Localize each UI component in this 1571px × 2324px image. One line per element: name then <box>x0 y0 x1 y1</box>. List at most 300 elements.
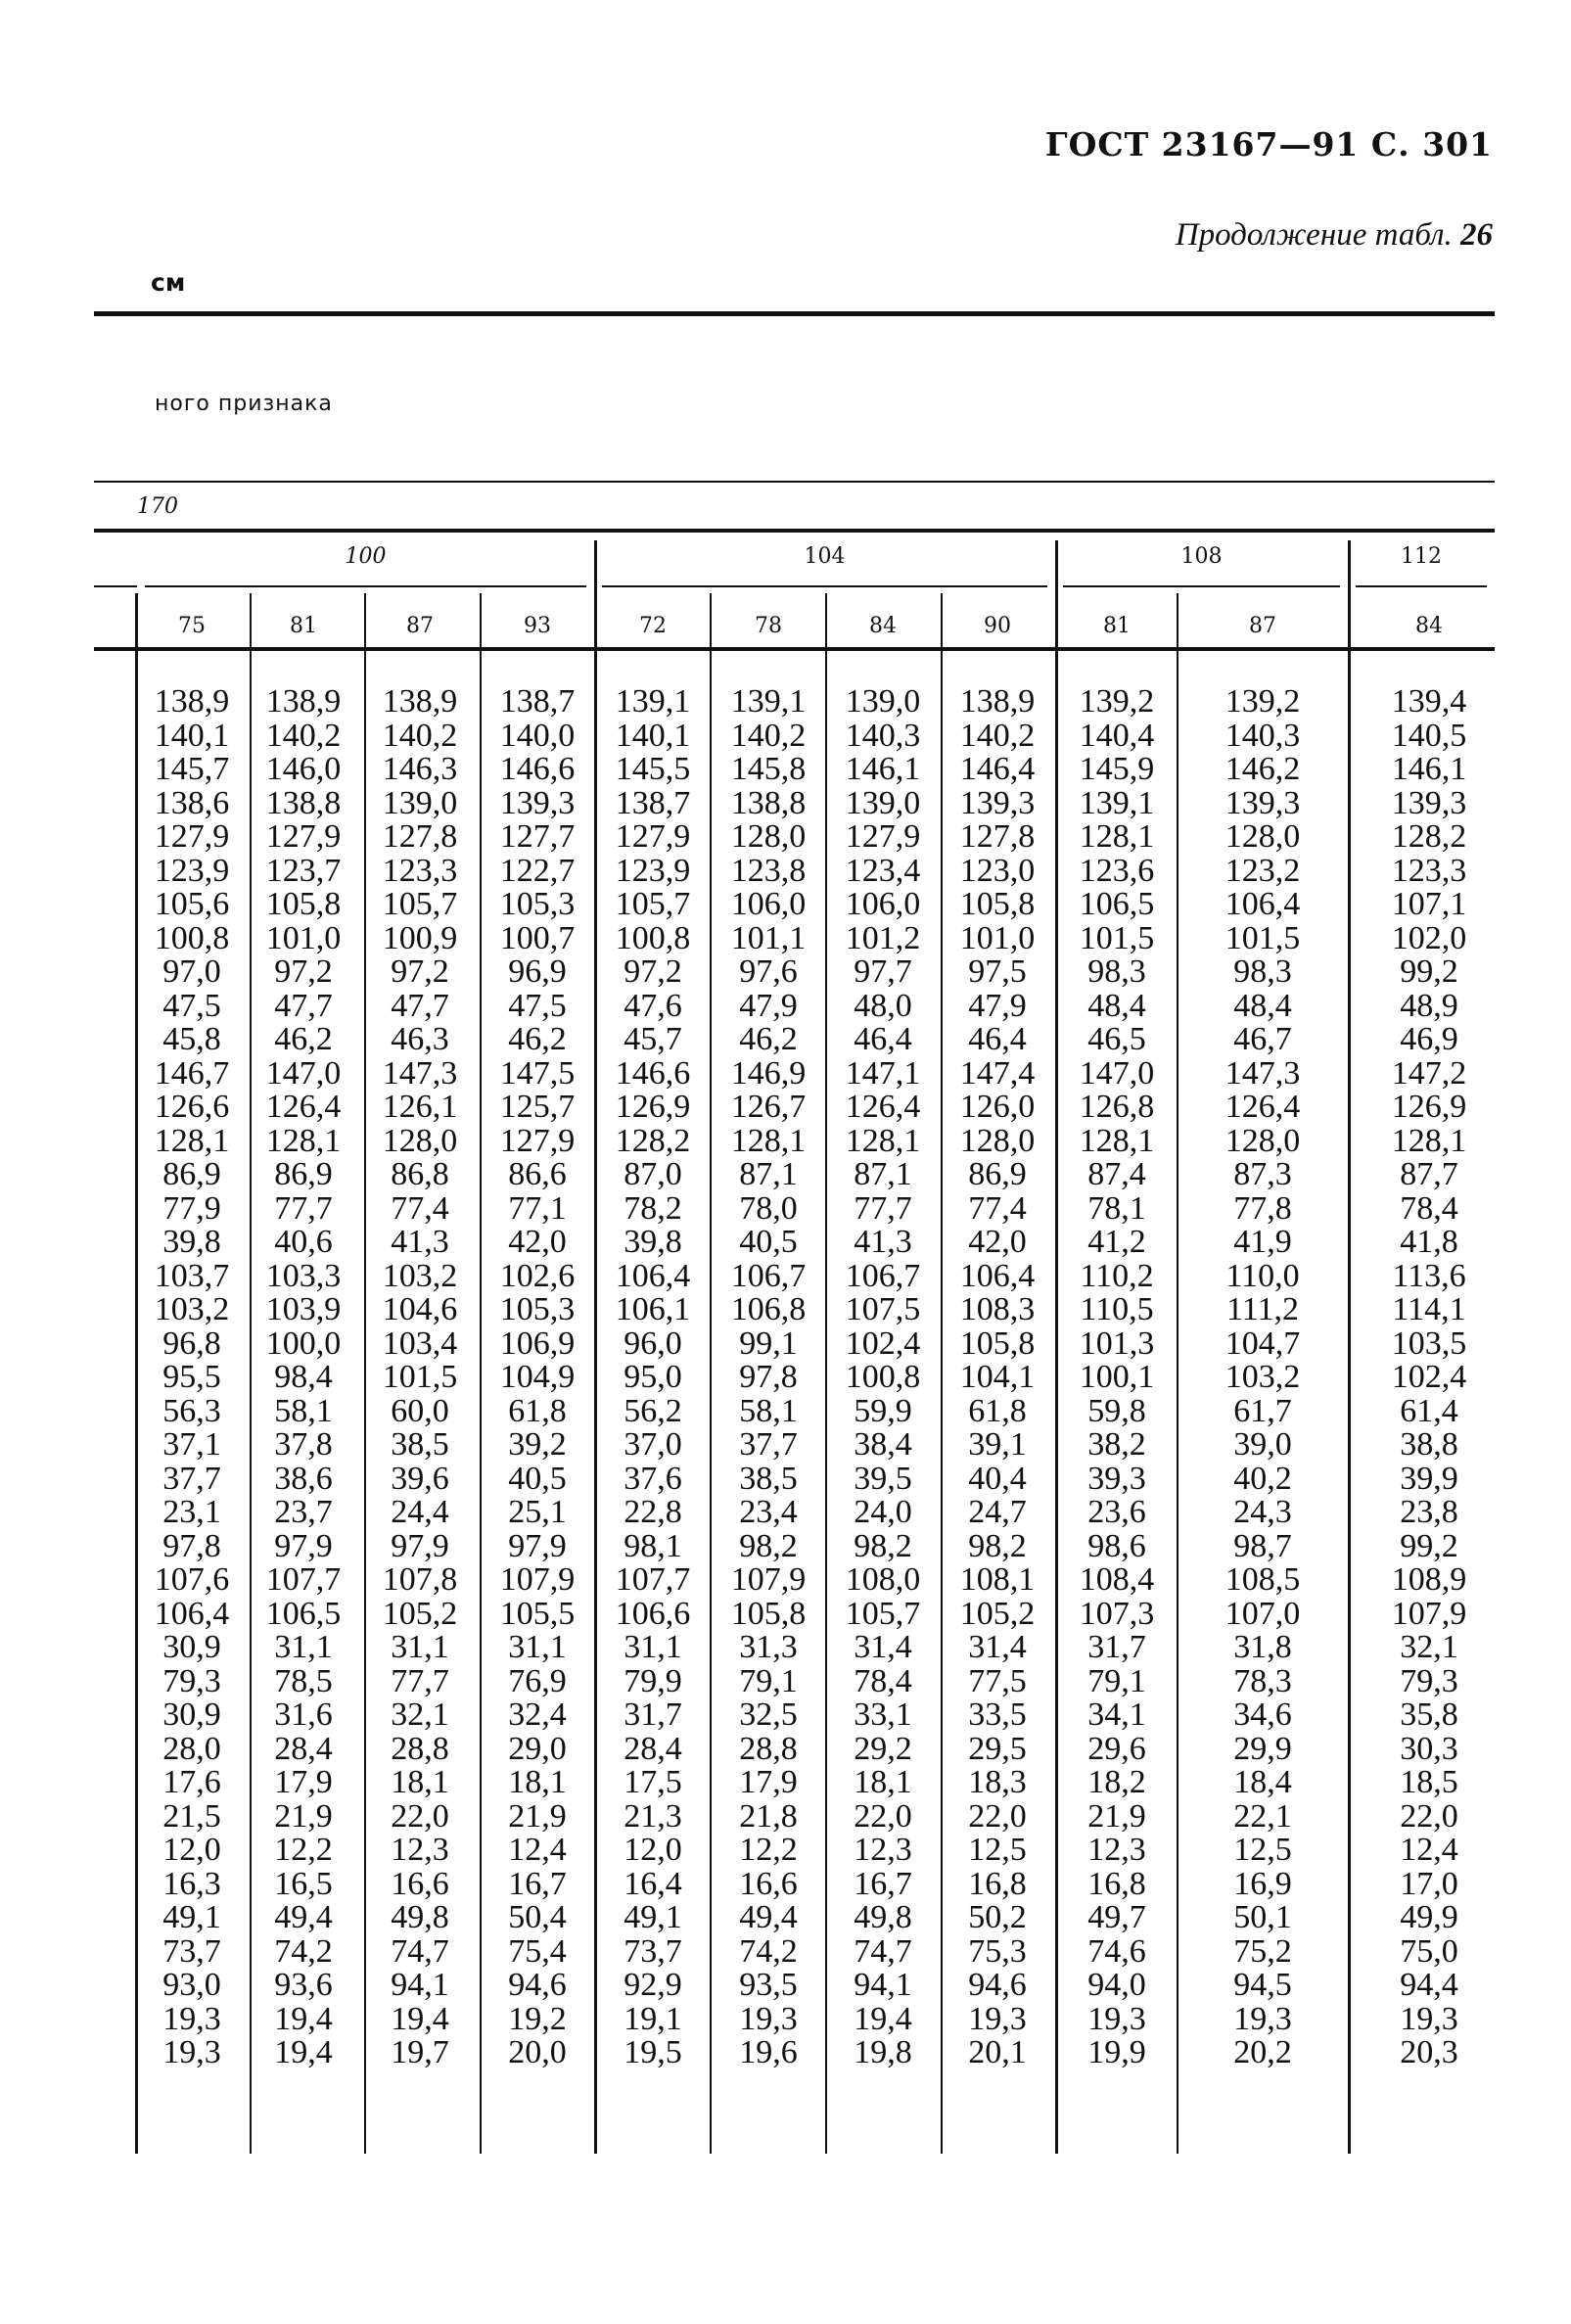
table-cell: 127,9 <box>615 818 691 855</box>
table-cell: 29,2 <box>854 1730 912 1767</box>
table-cell: 98,4 <box>274 1359 333 1395</box>
table-cell: 77,4 <box>391 1189 449 1227</box>
table-cell: 18,4 <box>1233 1764 1292 1800</box>
table-cell: 97,9 <box>391 1527 449 1564</box>
table-cell: 94,6 <box>508 1967 567 2003</box>
table-cell: 139,0 <box>845 683 921 720</box>
table-cell: 19,3 <box>1087 2000 1146 2037</box>
table-cell: 31,1 <box>274 1629 333 1665</box>
table-cell: 31,4 <box>968 1629 1027 1665</box>
table-cell: 37,6 <box>624 1460 682 1497</box>
table-cell: 138,8 <box>265 784 342 821</box>
table-cell: 123,8 <box>730 852 807 889</box>
table-cell: 46,2 <box>508 1021 567 1057</box>
table-cell: 104,1 <box>959 1359 1036 1395</box>
table-cell: 146,4 <box>959 751 1036 787</box>
table-cell: 19,3 <box>739 2000 798 2037</box>
table-cell: 146,7 <box>154 1054 230 1092</box>
table-cell: 108,5 <box>1224 1561 1301 1598</box>
table-cell: 24,4 <box>391 1494 449 1530</box>
table-cell: 45,8 <box>162 1021 221 1057</box>
table-cell: 98,2 <box>968 1527 1027 1564</box>
table-cell: 49,8 <box>391 1899 449 1935</box>
table-cell: 140,2 <box>382 717 458 754</box>
table-cell: 73,7 <box>624 1932 682 1970</box>
table-cell: 19,3 <box>1233 2000 1292 2037</box>
table-cell: 94,6 <box>968 1967 1027 2003</box>
table-cell: 78,2 <box>624 1189 682 1227</box>
table-cell: 12,5 <box>968 1832 1027 1868</box>
table-cell: 103,7 <box>154 1257 230 1294</box>
table-cell: 12,3 <box>391 1832 449 1868</box>
subgroup-header: 104 <box>804 544 846 569</box>
table-cell: 128,0 <box>959 1122 1036 1159</box>
table-cell: 140,2 <box>265 717 342 754</box>
table-cell: 139,0 <box>382 784 458 821</box>
table-cell: 105,8 <box>730 1595 807 1632</box>
table-cell: 110,5 <box>1080 1291 1154 1327</box>
table-cell: 106,9 <box>499 1325 576 1362</box>
table-cell: 108,0 <box>845 1561 921 1598</box>
table-cell: 146,1 <box>1391 751 1467 787</box>
table-cell: 25,1 <box>508 1494 567 1530</box>
table-cell: 87,7 <box>1400 1156 1458 1192</box>
table-cell: 37,0 <box>624 1426 682 1463</box>
table-cell: 18,5 <box>1400 1764 1458 1800</box>
table-cell: 107,7 <box>265 1561 342 1598</box>
table-cell: 12,2 <box>274 1832 333 1868</box>
table-cell: 41,3 <box>854 1224 912 1260</box>
table-cell: 41,3 <box>391 1224 449 1260</box>
column-header: 87 <box>406 614 434 638</box>
table-cell: 105,5 <box>499 1595 576 1632</box>
table-cell: 126,9 <box>1391 1089 1467 1125</box>
table-cell: 39,6 <box>391 1460 449 1497</box>
table-cell: 95,5 <box>162 1359 221 1395</box>
table-cell: 101,0 <box>959 919 1036 956</box>
table-cell: 32,5 <box>739 1697 798 1733</box>
table-cell: 103,4 <box>382 1325 458 1362</box>
table-cell: 22,0 <box>968 1797 1027 1835</box>
table-cell: 101,3 <box>1079 1325 1155 1362</box>
table-cell: 49,4 <box>274 1899 333 1935</box>
column-header: 81 <box>1103 614 1131 638</box>
table-cell: 106,4 <box>959 1257 1036 1294</box>
table-cell: 86,9 <box>162 1156 221 1192</box>
table-cell: 108,1 <box>959 1561 1036 1598</box>
table-cell: 147,4 <box>959 1054 1036 1092</box>
table-cell: 138,7 <box>615 784 691 821</box>
table-cell: 78,4 <box>854 1662 912 1699</box>
table-cell: 145,7 <box>154 751 230 787</box>
table-cell: 23,7 <box>274 1494 333 1530</box>
table-cell: 12,0 <box>624 1832 682 1868</box>
table-cell: 40,4 <box>968 1460 1027 1497</box>
table-cell: 139,1 <box>615 683 691 720</box>
table-cell: 103,3 <box>265 1257 342 1294</box>
table-cell: 147,2 <box>1391 1054 1467 1092</box>
table-cell: 138,9 <box>265 683 342 720</box>
table-cell: 21,3 <box>624 1797 682 1835</box>
table-cell: 24,0 <box>854 1494 912 1530</box>
table-cell: 19,2 <box>508 2000 567 2037</box>
table-cell: 59,8 <box>1087 1392 1146 1429</box>
table-cell: 103,9 <box>265 1291 342 1327</box>
table-cell: 140,2 <box>959 717 1036 754</box>
column-separator <box>1177 593 1178 2154</box>
table-cell: 58,1 <box>274 1392 333 1429</box>
table-cell: 139,4 <box>1391 683 1467 720</box>
table-cell: 105,2 <box>382 1595 458 1632</box>
table-cell: 75,2 <box>1233 1932 1292 1970</box>
table-cell: 107,9 <box>1391 1595 1467 1632</box>
table-cell: 47,9 <box>968 987 1027 1024</box>
table-cell: 101,5 <box>1224 919 1301 956</box>
table-cell: 126,4 <box>265 1089 342 1125</box>
table-cell: 31,7 <box>1087 1629 1146 1665</box>
table-cell: 48,0 <box>854 987 912 1024</box>
table-cell: 28,4 <box>274 1730 333 1767</box>
table-cell: 12,4 <box>508 1832 567 1868</box>
table-cell: 128,1 <box>265 1122 342 1159</box>
table-cell: 126,7 <box>730 1089 807 1125</box>
subgroup-rule <box>1063 585 1340 587</box>
table-cell: 21,5 <box>162 1797 221 1835</box>
table-cell: 108,4 <box>1079 1561 1155 1598</box>
table-cell: 97,7 <box>854 953 912 990</box>
table-cell: 128,1 <box>154 1122 230 1159</box>
table-cell: 16,6 <box>739 1865 798 1902</box>
table-cell: 103,2 <box>1224 1359 1301 1395</box>
table-cell: 38,5 <box>391 1426 449 1463</box>
table-cell: 20,0 <box>508 2034 567 2070</box>
table-cell: 146,0 <box>265 751 342 787</box>
table-cell: 122,7 <box>499 852 576 889</box>
table-cell: 23,6 <box>1087 1494 1146 1530</box>
table-cell: 94,1 <box>391 1967 449 2003</box>
table-cell: 29,5 <box>968 1730 1027 1767</box>
table-cell: 16,7 <box>508 1865 567 1902</box>
column-header: 78 <box>755 614 782 638</box>
table-cell: 38,5 <box>739 1460 798 1497</box>
table-cell: 104,7 <box>1224 1325 1301 1362</box>
table-cell: 99,1 <box>739 1325 798 1362</box>
table-cell: 19,4 <box>274 2000 333 2037</box>
column-header: 90 <box>984 614 1011 638</box>
table-cell: 21,8 <box>739 1797 798 1835</box>
table-cell: 46,2 <box>739 1021 798 1057</box>
table-cell: 87,1 <box>739 1156 798 1192</box>
table-cell: 29,9 <box>1233 1730 1292 1767</box>
table-cell: 106,7 <box>845 1257 921 1294</box>
table-cell: 146,6 <box>499 751 576 787</box>
table-cell: 97,2 <box>274 953 333 990</box>
table-cell: 31,8 <box>1233 1629 1292 1665</box>
table-cell: 128,1 <box>730 1122 807 1159</box>
subgroup-header: 108 <box>1180 544 1223 569</box>
table-cell: 139,3 <box>959 784 1036 821</box>
table-cell: 98,3 <box>1233 953 1292 990</box>
table-cell: 42,0 <box>508 1224 567 1260</box>
table-cell: 128,2 <box>615 1122 691 1159</box>
table-cell: 147,1 <box>845 1054 921 1092</box>
table-cell: 61,7 <box>1233 1392 1292 1429</box>
table-cell: 97,8 <box>162 1527 221 1564</box>
table-cell: 139,0 <box>845 784 921 821</box>
table-cell: 146,1 <box>845 751 921 787</box>
table-cell: 19,3 <box>968 2000 1027 2037</box>
table-cell: 98,6 <box>1087 1527 1146 1564</box>
table-cell: 146,6 <box>615 1054 691 1092</box>
table-cell: 22,0 <box>854 1797 912 1835</box>
table-cell: 105,2 <box>959 1595 1036 1632</box>
table-cell: 107,8 <box>382 1561 458 1598</box>
subgroup-rule <box>1356 585 1487 587</box>
table-cell: 138,7 <box>499 683 576 720</box>
table-cell: 39,0 <box>1233 1426 1292 1463</box>
table-cell: 140,3 <box>1224 717 1301 754</box>
table-cell: 31,1 <box>508 1629 567 1665</box>
table-cell: 126,1 <box>382 1089 458 1125</box>
group-label: 170 <box>137 494 178 519</box>
table-cell: 39,3 <box>1087 1460 1146 1497</box>
table-cell: 86,9 <box>274 1156 333 1192</box>
table-cell: 126,6 <box>154 1089 230 1125</box>
table-cell: 123,2 <box>1224 852 1301 889</box>
table-cell: 125,7 <box>499 1089 576 1125</box>
table-cell: 61,8 <box>968 1392 1027 1429</box>
table-cell: 28,8 <box>391 1730 449 1767</box>
table-cell: 12,3 <box>854 1832 912 1868</box>
table-cell: 19,5 <box>624 2034 682 2070</box>
table-cell: 33,5 <box>968 1697 1027 1733</box>
table-cell: 19,9 <box>1087 2034 1146 2070</box>
column-separator <box>250 593 252 2154</box>
table-cell: 77,5 <box>968 1662 1027 1699</box>
table-cell: 102,0 <box>1391 919 1467 956</box>
subgroup-header: 112 <box>1401 544 1442 569</box>
table-cell: 98,2 <box>739 1527 798 1564</box>
table-cell: 95,0 <box>624 1359 682 1395</box>
table-cell: 123,7 <box>265 852 342 889</box>
table-cell: 105,7 <box>615 886 691 922</box>
table-cell: 94,1 <box>854 1967 912 2003</box>
table-cell: 77,1 <box>508 1189 567 1227</box>
table-cell: 23,1 <box>162 1494 221 1530</box>
table-cell: 19,4 <box>274 2034 333 2070</box>
table-continuation-label <box>1176 217 1493 254</box>
column-separator <box>825 593 827 2154</box>
table-cell: 47,5 <box>162 987 221 1024</box>
table-cell: 93,5 <box>739 1967 798 2003</box>
table-cell: 127,8 <box>382 818 458 855</box>
table-cell: 77,8 <box>1233 1189 1292 1227</box>
table-cell: 77,9 <box>162 1189 221 1227</box>
table-cell: 107,0 <box>1224 1595 1301 1632</box>
table-cell: 127,8 <box>959 818 1036 855</box>
table-cell: 123,9 <box>154 852 230 889</box>
table-cell: 127,7 <box>499 818 576 855</box>
table-cell: 106,4 <box>154 1595 230 1632</box>
table-cell: 105,3 <box>499 1291 576 1327</box>
table-cell: 78,3 <box>1233 1662 1292 1699</box>
table-cell: 77,7 <box>391 1662 449 1699</box>
table-cell: 61,8 <box>508 1392 567 1429</box>
table-cell: 108,3 <box>959 1291 1036 1327</box>
table-cell: 103,5 <box>1391 1325 1467 1362</box>
table-cell: 46,2 <box>274 1021 333 1057</box>
table-cell: 59,9 <box>854 1392 912 1429</box>
table-cell: 100,8 <box>615 919 691 956</box>
table-cell: 98,7 <box>1233 1527 1292 1564</box>
column-header: 84 <box>1415 614 1443 638</box>
table-cell: 105,3 <box>499 886 576 922</box>
table-cell: 77,4 <box>968 1189 1027 1227</box>
table-cell: 47,9 <box>739 987 798 1024</box>
table-cell: 34,6 <box>1233 1697 1292 1733</box>
table-cell: 97,8 <box>739 1359 798 1395</box>
table-cell: 139,3 <box>1224 784 1301 821</box>
table-cell: 49,8 <box>854 1899 912 1935</box>
table-cell: 139,1 <box>730 683 807 720</box>
table-cell: 74,2 <box>739 1932 798 1970</box>
table-cell: 16,3 <box>162 1865 221 1902</box>
table-cell: 145,8 <box>730 751 807 787</box>
table-cell: 97,0 <box>162 953 221 990</box>
table-cell: 49,4 <box>739 1899 798 1935</box>
table-cell: 98,3 <box>1087 953 1146 990</box>
table-cell: 103,2 <box>154 1291 230 1327</box>
subgroup-left-rule <box>94 585 137 587</box>
table-cell: 19,4 <box>391 2000 449 2037</box>
table-cell: 123,0 <box>959 852 1036 889</box>
table-cell: 17,6 <box>162 1764 221 1800</box>
table-cell: 78,4 <box>1400 1189 1458 1227</box>
table-cell: 18,1 <box>508 1764 567 1800</box>
table-cell: 50,2 <box>968 1899 1027 1935</box>
table-cell: 20,3 <box>1400 2034 1458 2070</box>
column-separator <box>364 593 366 2154</box>
table-cell: 19,6 <box>739 2034 798 2070</box>
table-cell: 100,8 <box>154 919 230 956</box>
table-cell: 16,5 <box>274 1865 333 1902</box>
table-cell: 138,9 <box>959 683 1036 720</box>
table-cell: 16,6 <box>391 1865 449 1902</box>
table-cell: 87,1 <box>854 1156 912 1192</box>
table-cell: 94,5 <box>1233 1967 1292 2003</box>
table-cell: 106,0 <box>845 886 921 922</box>
table-cell: 12,2 <box>739 1832 798 1868</box>
table-cell: 24,7 <box>968 1494 1027 1530</box>
table-cell: 100,0 <box>265 1325 342 1362</box>
table-cell: 102,6 <box>499 1257 576 1294</box>
table-cell: 105,8 <box>265 886 342 922</box>
table-cell: 58,1 <box>739 1392 798 1429</box>
table-cell: 29,0 <box>508 1730 567 1767</box>
table-cell: 126,9 <box>615 1089 691 1125</box>
table-cell: 41,8 <box>1400 1224 1458 1260</box>
table-cell: 105,7 <box>382 886 458 922</box>
table-cell: 106,6 <box>615 1595 691 1632</box>
table-cell: 97,2 <box>624 953 682 990</box>
table-cell: 16,8 <box>968 1865 1027 1902</box>
table-cell: 139,1 <box>1079 784 1155 821</box>
table-cell: 32,1 <box>391 1697 449 1733</box>
table-cell: 107,9 <box>730 1561 807 1598</box>
table-cell: 126,4 <box>845 1089 921 1125</box>
table-cell: 97,5 <box>968 953 1027 990</box>
table-cell: 46,4 <box>968 1021 1027 1057</box>
table-cell: 128,0 <box>730 818 807 855</box>
table-cell: 60,0 <box>391 1392 449 1429</box>
table-cell: 97,9 <box>508 1527 567 1564</box>
table-cell: 146,9 <box>730 1054 807 1092</box>
table-cell: 127,9 <box>499 1122 576 1159</box>
table-cell: 75,0 <box>1400 1932 1458 1970</box>
table-cell: 107,7 <box>615 1561 691 1598</box>
table-cell: 105,8 <box>959 1325 1036 1362</box>
subgroup-rule <box>602 585 1047 587</box>
table-cell: 39,2 <box>508 1426 567 1463</box>
table-cell: 40,2 <box>1233 1460 1292 1497</box>
table-cell: 12,3 <box>1087 1832 1146 1868</box>
table-caption: ного признака <box>155 392 333 416</box>
table-cell: 30,9 <box>162 1629 221 1665</box>
table-cell: 46,5 <box>1087 1021 1146 1057</box>
table-cell: 147,3 <box>1224 1054 1301 1092</box>
table-cell: 38,2 <box>1087 1426 1146 1463</box>
column-separator <box>710 593 712 2154</box>
table-cell: 139,2 <box>1079 683 1155 720</box>
table-cell: 31,1 <box>624 1629 682 1665</box>
table-cell: 46,7 <box>1233 1021 1292 1057</box>
table-cell: 106,8 <box>730 1291 807 1327</box>
table-cell: 20,2 <box>1233 2034 1292 2070</box>
table-cell: 104,9 <box>499 1359 576 1395</box>
table-cell: 139,2 <box>1224 683 1301 720</box>
table-cell: 48,4 <box>1087 987 1146 1024</box>
column-header-rule <box>94 647 1495 651</box>
table-cell: 78,5 <box>274 1662 333 1699</box>
table-cell: 140,5 <box>1391 717 1467 754</box>
table-cell: 93,6 <box>274 1967 333 2003</box>
table-cell: 100,7 <box>499 919 576 956</box>
table-cell: 94,0 <box>1087 1967 1146 2003</box>
table-cell: 114,1 <box>1392 1291 1466 1327</box>
table-cell: 78,0 <box>739 1189 798 1227</box>
table-cell: 147,3 <box>382 1054 458 1092</box>
table-cell: 127,9 <box>154 818 230 855</box>
table-cell: 50,1 <box>1233 1899 1292 1935</box>
table-cell: 111,2 <box>1226 1291 1299 1327</box>
table-cell: 21,9 <box>274 1797 333 1835</box>
table-cell: 40,5 <box>508 1460 567 1497</box>
table-cell: 12,0 <box>162 1832 221 1868</box>
column-separator <box>941 593 943 2154</box>
table-cell: 138,6 <box>154 784 230 821</box>
table-cell: 105,8 <box>959 886 1036 922</box>
table-cell: 86,6 <box>508 1156 567 1192</box>
table-cell: 100,1 <box>1079 1359 1155 1395</box>
table-cell: 128,1 <box>845 1122 921 1159</box>
table-cell: 22,0 <box>1400 1797 1458 1835</box>
table-cell: 97,9 <box>274 1527 333 1564</box>
table-cell: 24,3 <box>1233 1494 1292 1530</box>
table-cell: 123,3 <box>382 852 458 889</box>
table-cell: 28,8 <box>739 1730 798 1767</box>
table-cell: 123,6 <box>1079 852 1155 889</box>
table-cell: 140,0 <box>499 717 576 754</box>
